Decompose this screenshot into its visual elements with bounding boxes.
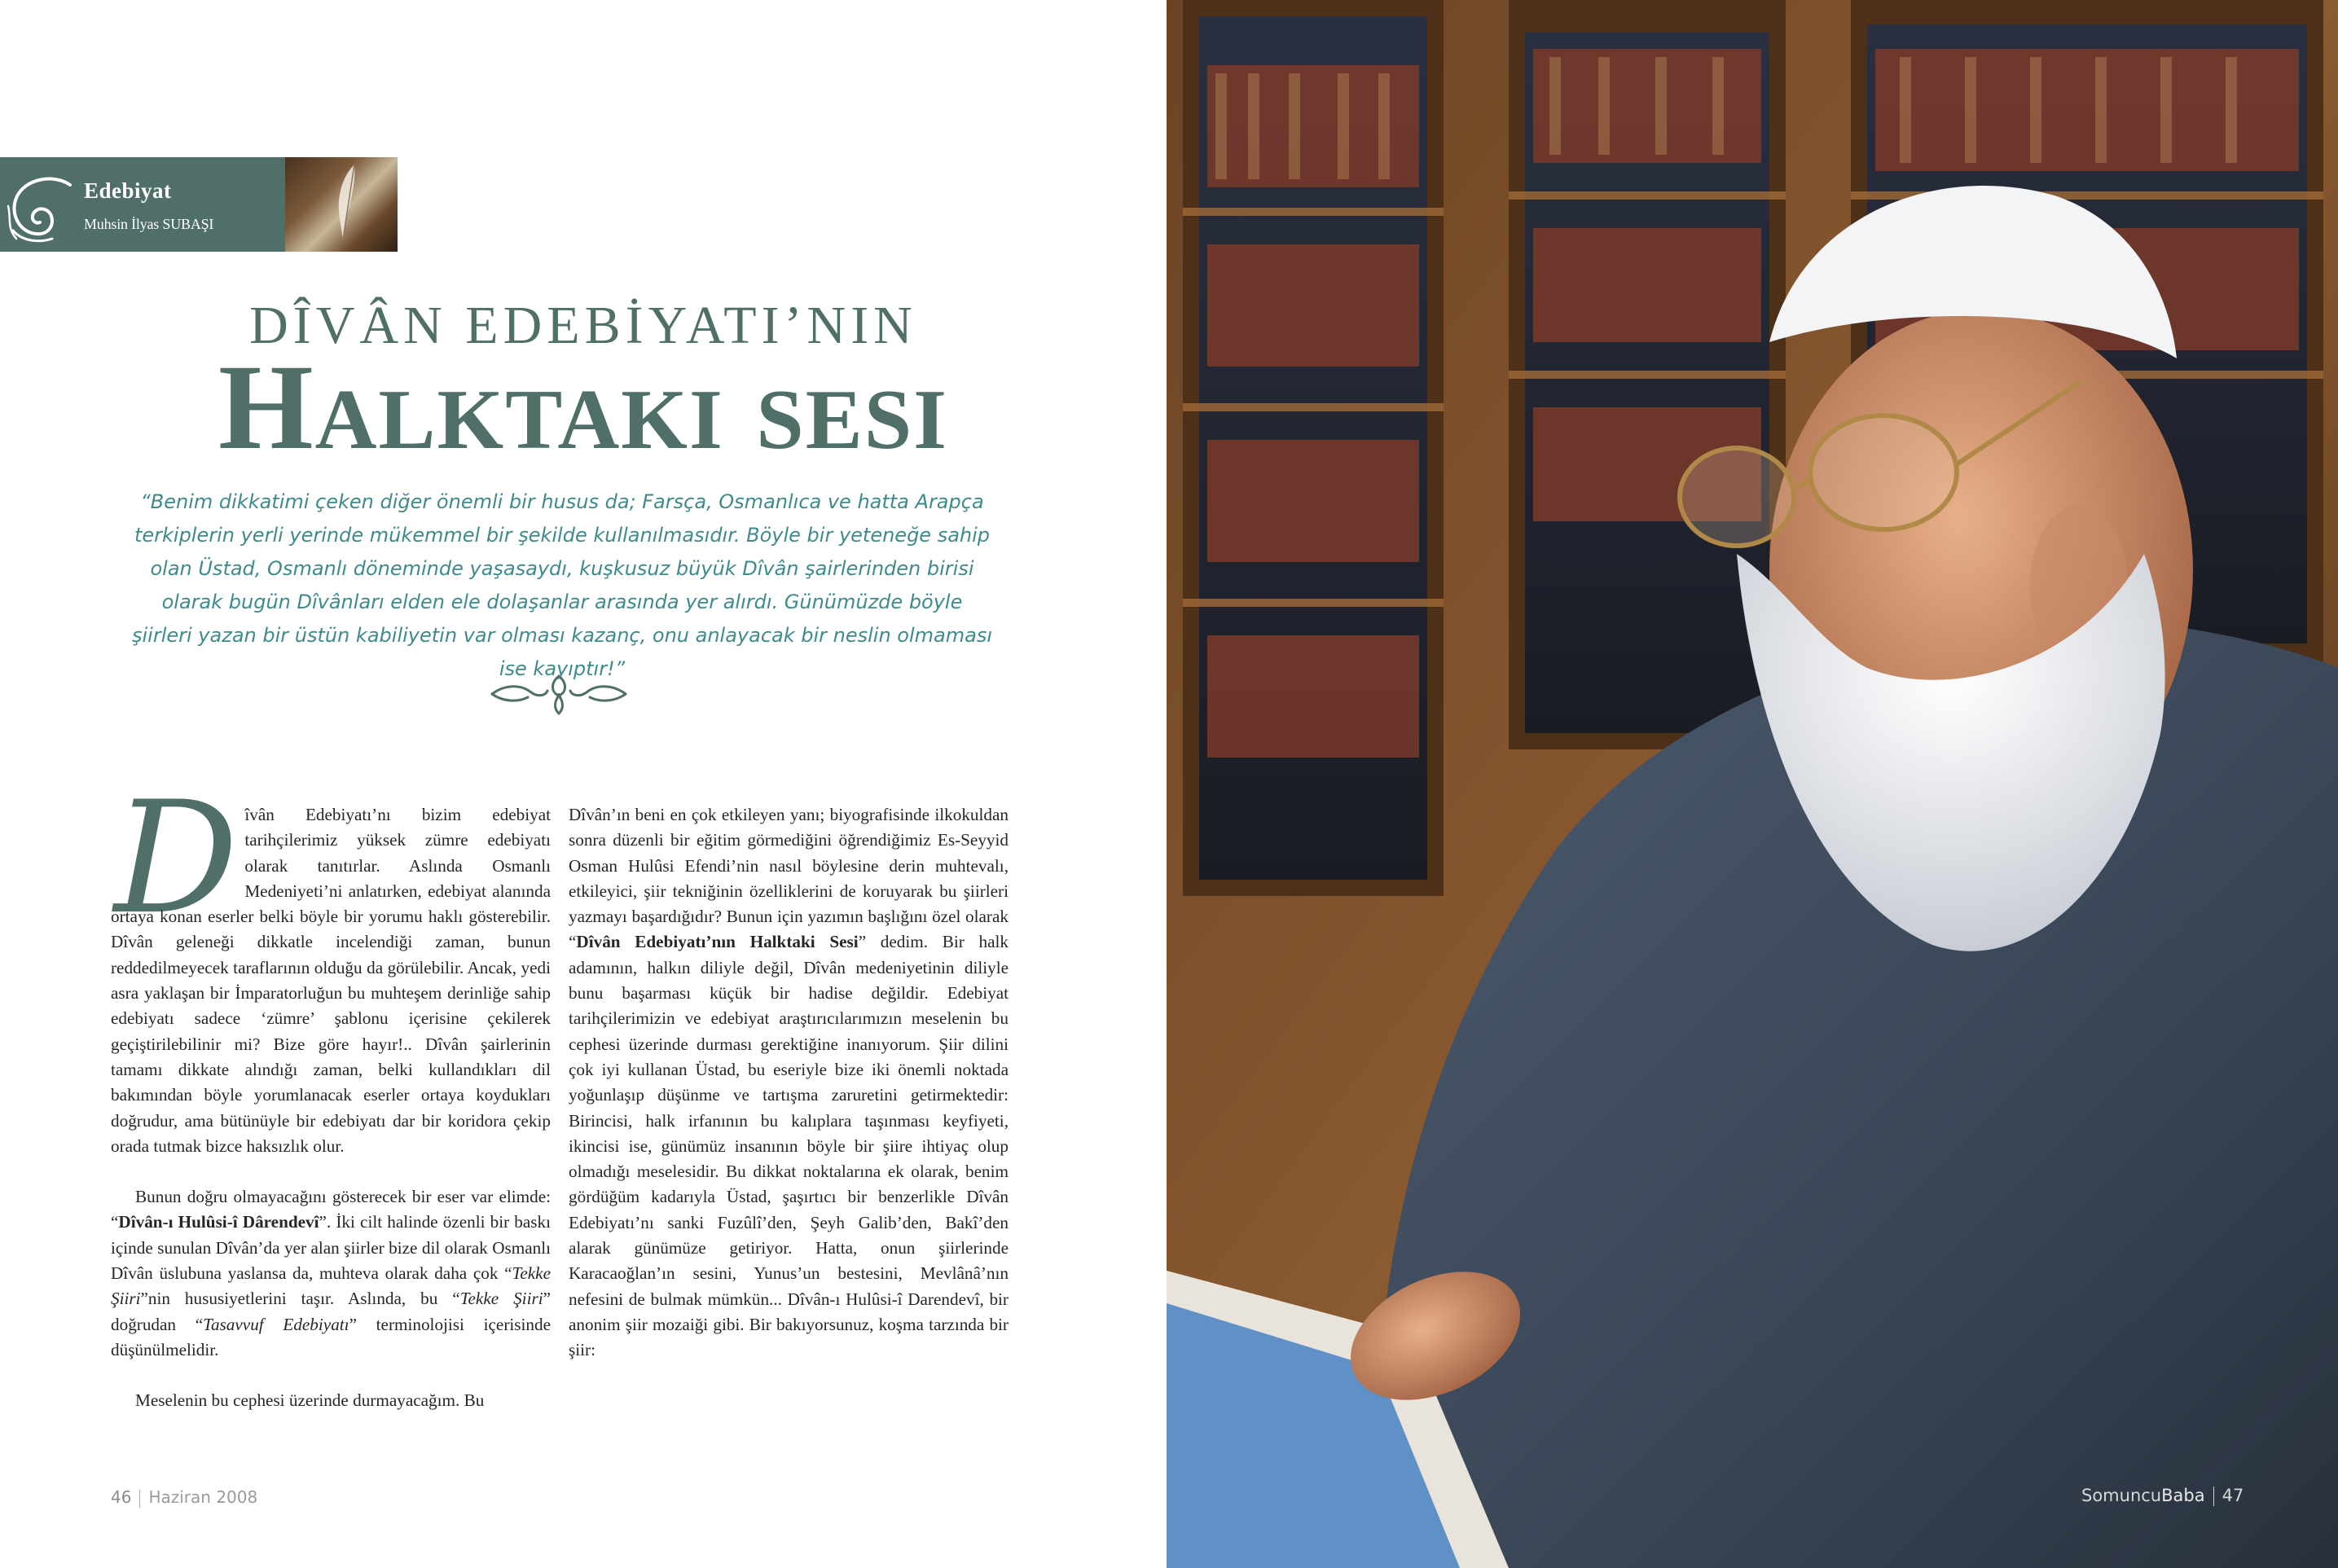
term: Tekke Şiiri xyxy=(459,1289,543,1309)
intro-quote: “Benim dikkatimi çeken diğer önemli bir husus da; Farsça, Osmanlıca ve hatta Arapça terkiplerin yerli yerinde mükemmel bir şekilde kullanılmasıdır. Böyle bir yeteneğe sahip olan Üstad, Osmanlı döneminde yaşasaydı, kuşkusuz büyük Dîvân şairlerinden birisi olarak bugün Dîvânları elden ele dolaşanlar arasında yer alırdı. Günümüzde böyle şiirleri yazan bir üstün kabiliyetin var olması kazanç, onu anlayacak bir neslin olmaması ise kayıptır!” xyxy=(132,490,992,680)
flourish-icon xyxy=(5,173,77,244)
page-number-left: 46 xyxy=(111,1487,132,1507)
paragraph xyxy=(111,1184,551,1363)
portrait-illustration xyxy=(1167,0,2338,1568)
portrait-photo xyxy=(1167,0,2338,1568)
text-run: ” doğrudan “ xyxy=(111,1289,551,1334)
folio-divider xyxy=(139,1490,140,1508)
headline-reference: Dîvân Edebiyatı’nın Halktaki Sesi xyxy=(576,932,859,952)
headline-line2: Halktaki sesi xyxy=(218,340,948,475)
term: Tasavvuf Edebiyatı xyxy=(203,1314,349,1334)
page-number-right: 47 xyxy=(2222,1486,2244,1505)
quill-photo xyxy=(285,157,398,252)
text-run: ”. İki cilt halinde özenli bir baskı içinde sunulan Dîvân’da yer alan şiirler bize dil olarak Osmanlı Dîvân üslubuna yaslansa da, muhteva olarak daha çok “ xyxy=(111,1212,551,1284)
section-tag xyxy=(0,157,285,252)
term: Tekke Şiiri xyxy=(111,1263,551,1309)
paragraph xyxy=(569,802,1009,1364)
issue-date: Haziran 2008 xyxy=(148,1487,258,1507)
paragraph xyxy=(111,768,551,1159)
magazine-brand xyxy=(2081,1486,2205,1505)
body-column-right xyxy=(569,802,1009,1389)
body-column-left xyxy=(111,768,551,1439)
author-name: Muhsin İlyas SUBAŞI xyxy=(84,216,214,232)
brand-part: Baba xyxy=(2161,1486,2205,1505)
text-run: ” terminolojisi içerisinde düşünülmelidir. xyxy=(111,1314,551,1359)
text-run: Dîvân’ın beni en çok etkileyen yanı; biyografisinde ilkokuldan sonra düzenli bir eğitim görmediğini öğrendiğimiz Es-Seyyid Osman Hulûsi Efendi’nin nasıl böylesine derin muhtevalı, etkileyici, şiir tekniğinin özelliklerini de koruyarak bu şiirleri yazmayı başardığıdır? Bunun için yazımın başlığını özel olarak “ xyxy=(569,805,1009,952)
folio-left xyxy=(111,1487,257,1508)
ornament-icon xyxy=(489,671,629,717)
text-run: Bunun doğru olmayacağını gösterecek bir eser var elimde: “ xyxy=(111,1187,551,1232)
section-title: Edebiyat xyxy=(84,178,172,203)
text-run: ”nin hususiyetlerini taşır. Aslında, bu “ xyxy=(140,1289,460,1309)
left-page xyxy=(0,0,1167,1568)
folio-right xyxy=(2081,1486,2244,1506)
quill-icon xyxy=(330,161,363,243)
headline-line1: DÎVÂN EDEBİYATI’NIN xyxy=(249,296,917,355)
drop-cap: D xyxy=(114,768,239,948)
folio-divider xyxy=(2213,1487,2214,1506)
work-title: Dîvân-ı Hulûsi-î Dârendevî xyxy=(118,1212,319,1232)
paragraph-text: îvân Edebiyatı’nı bizim edebiyat tarihçilerimiz yüksek zümre edebiyatı olarak tanıtırlar. Aslında Osmanlı Medeniyeti’ni anlatırken, edebiyat alanında ortaya konan eserler belki böyle bir yorumu haklı gösterebilir. Dîvân geleneği dikkatle incelendiği zaman, bunun reddedilmeyecek taraflarının olduğu da görülebilir. Ancak, yedi asra yaklaşan bir İmparatorluğun bu muhteşem derinliğe sahip edebiyatı sadece ‘zümre’ şablonu içerisine çekilerek geçiştirilebilinir mi? Bize göre hayır!.. Dîvân şairlerinin tamamı dikkate alındığı zaman, belki kullandıkları dil bakımından böyle yorumlanacak eserler ortaya koydukları doğrudur, ama bütünüyle bir edebiyatı dar bir koridora çekip orada tutmak bizce haksızlık olur. xyxy=(111,805,551,1156)
text-run: ” dedim. Bir halk adamının, halkın diliyle değil, Dîvân medeniyetinin diliyle bunu başarması küçük bir hadise değildir. Edebiyat tarihçilerimizin ve edebiyat araştırıcılarımızın meselenin bu cephesi üzerinde durması gerektiğine inanıyorum. Şiir dilini çok iyi kullanan Üstad, bu eseriyle bize iki önemli noktada yoğunlaşıp düşünme ve tartışma zaruretini getirmektedir: Birincisi, halk irfanının bu kalıplara taşınması keyfiyeti, ikincisi ise, günümüz insanının böyle bir şiire ihtiyaç olup olmadığı meselesidir. Bu dikkat noktalarına ek olarak, benim gördüğüm kadarıyla Üstad, şaşırtıcı bir benzerlikle Dîvân Edebiyatı’nı sanki Fuzûlî’den, Şeyh Galib’den, Bakî’den alarak günümüze getiriyor. Hatta, onun şiirlerinde Karacaoğlan’ın sesini, Yunus’un bestesini, Mevlânâ’nın nefesini de bulmak mümkün... Dîvân-ı Hulûsi-î Darendevî, bir anonim şiir mozaiği gibi. Bir bakıyorsunuz, koşma tarzında bir şiir: xyxy=(569,932,1009,1360)
brand-part: Somuncu xyxy=(2081,1486,2162,1505)
paragraph: Meselenin bu cephesi üzerinde durmayacağım. Bu xyxy=(135,1390,485,1411)
